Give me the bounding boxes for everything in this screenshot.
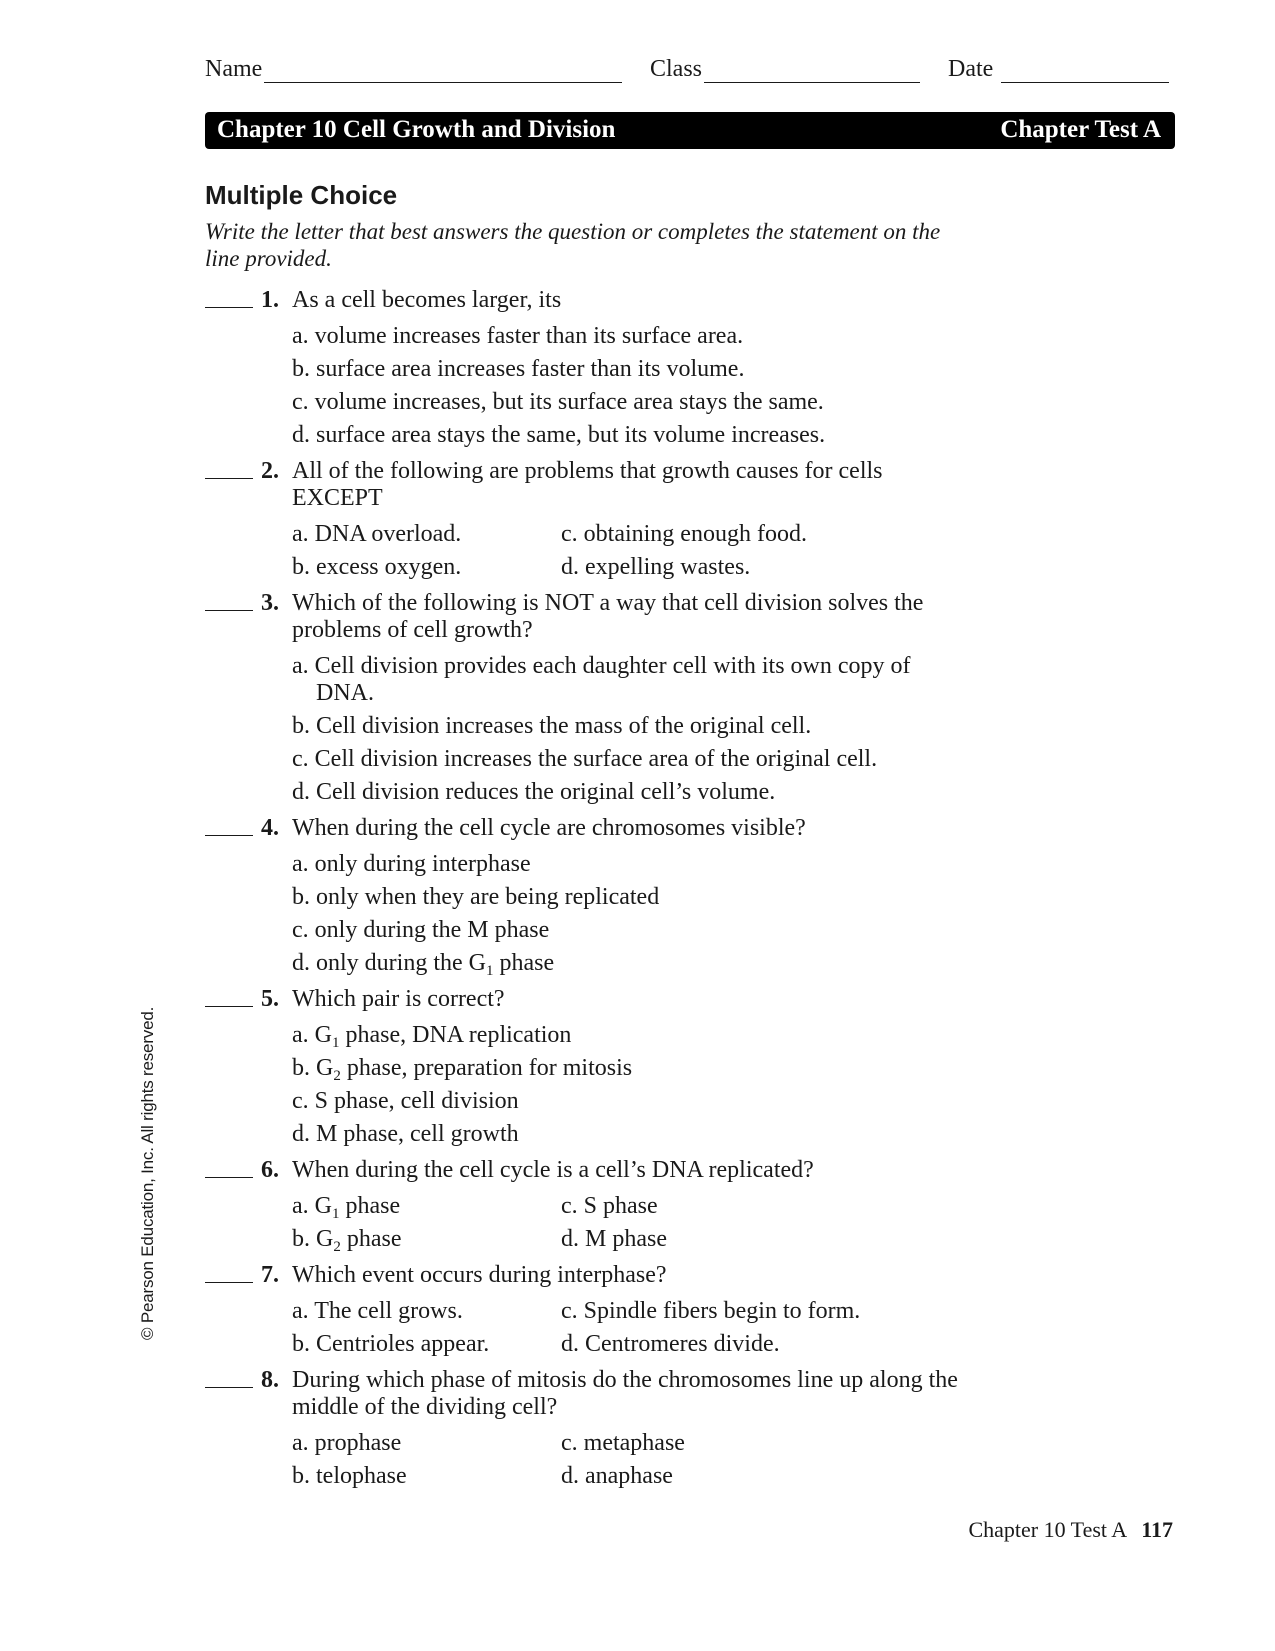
instructions: Write the letter that best answers the question or completes the statement on the line provided. <box>205 219 941 271</box>
question-number: 5. <box>261 986 279 1012</box>
option-b <box>292 1223 402 1256</box>
option-text: phase <box>493 950 555 976</box>
question-text: When during the cell cycle are chromosomes visible? <box>292 815 806 841</box>
name-label: Name <box>205 56 263 82</box>
question-stem <box>205 1367 965 1421</box>
option-d <box>205 947 965 980</box>
option-b: b. only when they are being replicated <box>292 884 660 910</box>
class-field <box>650 56 920 83</box>
question-number: 8. <box>261 1367 279 1393</box>
option-row <box>205 1427 965 1460</box>
question-stem <box>205 986 965 1013</box>
answer-blank[interactable] <box>205 1006 253 1007</box>
class-label: Class <box>650 56 703 82</box>
question-stem <box>205 590 965 644</box>
test-label: Chapter Test A <box>1000 116 1161 143</box>
option-d: d. expelling wastes. <box>561 554 751 580</box>
option-b: b. Centrioles appear. <box>292 1331 490 1357</box>
subscript: 2 <box>333 1239 341 1255</box>
option-row <box>205 1295 965 1328</box>
option-row <box>205 1223 965 1256</box>
option-c: c. Spindle fibers begin to form. <box>561 1298 861 1324</box>
question-text: All of the following are problems that growth causes for cells EXCEPT <box>292 458 883 511</box>
answer-blank[interactable] <box>205 1282 253 1283</box>
option-c: c. S phase, cell division <box>292 1088 519 1114</box>
question-text: When during the cell cycle is a cell’s DNA replicated? <box>292 1157 814 1183</box>
subscript: 1 <box>485 963 494 979</box>
header-fields <box>205 56 1175 88</box>
copyright-notice: © Pearson Education, Inc. All rights reserved. <box>138 1006 157 1340</box>
question-number: 2. <box>261 458 279 484</box>
option-a <box>292 1190 400 1223</box>
option-d: d. anaphase <box>561 1463 673 1489</box>
option-text: b. G <box>292 1055 334 1081</box>
option-a: a. prophase <box>292 1430 402 1456</box>
question-number: 1. <box>261 287 279 313</box>
question-number: 6. <box>261 1157 279 1183</box>
option-b: b. Cell division increases the mass of the original cell. <box>292 713 812 739</box>
option-text: phase <box>339 1193 401 1219</box>
question-2 <box>205 458 965 584</box>
option-d: d. surface area stays the same, but its volume increases. <box>292 422 826 448</box>
answer-blank[interactable] <box>205 610 253 611</box>
question-stem <box>205 1157 965 1184</box>
option-d: d. Cell division reduces the original cell’s volume. <box>292 779 776 805</box>
footer-label: Chapter 10 Test A <box>968 1517 1128 1542</box>
option-row <box>205 551 965 584</box>
question-text: Which event occurs during interphase? <box>292 1262 667 1288</box>
question-text: Which of the following is NOT a way that cell division solves the problems of cell growth? <box>292 590 924 643</box>
question-5 <box>205 986 965 1151</box>
option-a: a. only during interphase <box>292 851 531 877</box>
option-a: a. Cell division provides each daughter cell with its own copy of DNA. <box>292 653 911 706</box>
question-stem <box>205 815 965 842</box>
option-c: c. S phase <box>561 1193 658 1219</box>
date-label: Date <box>948 56 994 82</box>
class-line[interactable] <box>704 58 920 83</box>
question-list <box>205 287 965 1493</box>
question-stem <box>205 458 965 512</box>
question-1 <box>205 287 965 452</box>
option-c: c. obtaining enough food. <box>561 521 807 547</box>
option-a: a. The cell grows. <box>292 1298 463 1324</box>
answer-blank[interactable] <box>205 1177 253 1178</box>
option-d: d. Centromeres divide. <box>561 1331 780 1357</box>
answer-blank[interactable] <box>205 478 253 479</box>
question-number: 3. <box>261 590 279 616</box>
name-line[interactable] <box>264 58 622 83</box>
answer-blank[interactable] <box>205 307 253 308</box>
page-number: 117 <box>1141 1517 1173 1542</box>
option-b: b. surface area increases faster than its volume. <box>292 356 745 382</box>
name-field <box>205 56 622 83</box>
question-number: 7. <box>261 1262 279 1288</box>
option-row <box>205 1460 965 1493</box>
option-b: b. excess oxygen. <box>292 554 462 580</box>
answer-blank[interactable] <box>205 1387 253 1388</box>
option-b: b. telophase <box>292 1463 407 1489</box>
subscript: 2 <box>333 1068 341 1084</box>
option-text: phase <box>340 1226 402 1252</box>
question-number: 4. <box>261 815 279 841</box>
answer-blank[interactable] <box>205 835 253 836</box>
option-a <box>205 1019 965 1052</box>
option-d: d. M phase <box>561 1226 667 1252</box>
subscript: 1 <box>331 1206 340 1222</box>
question-text: During which phase of mitosis do the chromosomes line up along the middle of the dividing cell? <box>292 1367 958 1420</box>
question-stem <box>205 287 965 314</box>
option-a: a. DNA overload. <box>292 521 462 547</box>
question-stem <box>205 1262 965 1289</box>
option-text: phase, preparation for mitosis <box>340 1055 633 1081</box>
option-text: d. only during the G <box>292 950 486 976</box>
option-text: a. G <box>292 1193 332 1219</box>
option-text: a. G <box>292 1022 332 1048</box>
option-row <box>205 1190 965 1223</box>
option-row <box>205 1328 965 1361</box>
question-3 <box>205 590 965 809</box>
option-d: d. M phase, cell growth <box>292 1121 519 1147</box>
option-text: b. G <box>292 1226 334 1252</box>
date-field <box>948 56 1169 83</box>
question-6 <box>205 1157 965 1256</box>
option-c: c. metaphase <box>561 1430 685 1456</box>
page-footer <box>968 1517 1173 1543</box>
question-7 <box>205 1262 965 1361</box>
section-title: Multiple Choice <box>205 180 398 210</box>
subscript: 1 <box>331 1035 340 1051</box>
option-row <box>205 518 965 551</box>
question-text: As a cell becomes larger, its <box>292 287 562 313</box>
question-4 <box>205 815 965 980</box>
date-line[interactable] <box>1001 58 1169 83</box>
option-c: c. volume increases, but its surface area stays the same. <box>292 389 824 415</box>
option-c: c. only during the M phase <box>292 917 550 943</box>
question-text: Which pair is correct? <box>292 986 505 1012</box>
chapter-title: Chapter 10 Cell Growth and Division <box>217 116 616 143</box>
option-c: c. Cell division increases the surface area of the original cell. <box>292 746 878 772</box>
option-b <box>205 1052 965 1085</box>
option-text: phase, DNA replication <box>339 1022 572 1048</box>
chapter-banner <box>205 112 1175 149</box>
question-8 <box>205 1367 965 1493</box>
option-a: a. volume increases faster than its surface area. <box>292 323 744 349</box>
